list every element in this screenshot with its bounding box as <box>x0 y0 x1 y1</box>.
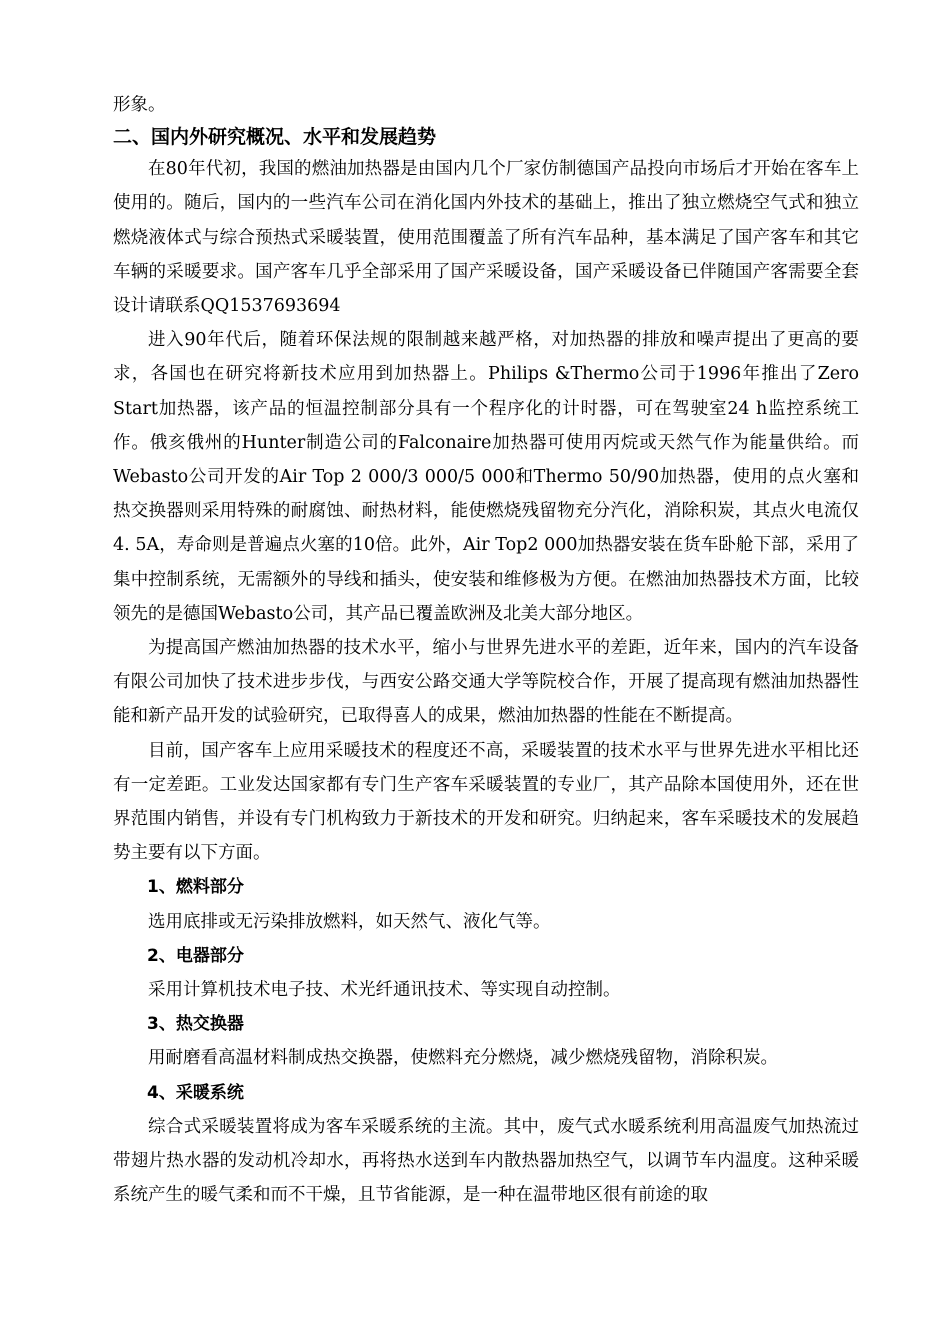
trend-heading-heating-system: 4、采暖系统 <box>147 1082 244 1103</box>
trend-heading-electrical: 2、电器部分 <box>147 945 244 966</box>
section-heading: 二、国内外研究概况、水平和发展趋势 <box>113 126 437 149</box>
document-page <box>113 88 859 1213</box>
trend-text-fuel: 选用底排或无污染排放燃料，如天然气、液化气等。 <box>148 911 551 932</box>
paragraph-domestic-progress: 为提高国产燃油加热器的技术水平，缩小与世界先进水平的差距，近年来，国内的汽车设备有限公司加快了技术进步步伐，与西安公路交通大学等院校合作，开展了提高现有燃油加热器性能和新产品开发的试验研究，已取得喜人的成果，燃油加热器的性能在不断提高。 <box>113 638 859 727</box>
continuation-line: 形象。 <box>113 95 166 115</box>
paragraph-history: 在80年代初，我国的燃油加热器是由国内几个厂家仿制德国产品投向市场后才开始在客车上使用的。随后，国内的一些汽车公司在消化国内外技术的基础上，推出了独立燃烧空气式和独立燃烧液体式与综合预热式采暖装置，使用范围覆盖了所有汽车品种，基本满足了国产客车和其它车辆的采暖要求。国产客车几乎全部采用了国产采暖设备，国产采暖设备已伴随国产客需要全套设计请联系QQ1537693694 <box>113 159 859 317</box>
trend-text-electrical: 采用计算机技术电子技、术光纤通讯技术、等实现自动控制。 <box>148 980 621 1001</box>
trend-text-heating-system: 综合式采暖装置将成为客车采暖系统的主流。其中，废气式水暖系统利用高温废气加热流过带翅片热水器的发动机冷却水，再将热水送到车内散热器加热空气，以调节车内温度。这种采暖系统产生的暖气柔和而不干燥，且节省能源，是一种在温带地区很有前途的取 <box>113 1116 859 1206</box>
paragraph-current-status: 目前，国产客车上应用采暖技术的程度还不高，采暖装置的技术水平与世界先进水平相比还有一定差距。工业发达国家都有专门生产客车采暖装置的专业厂，其产品除本国使用外，还在世界范围内销售，并设有专门机构致力于新技术的开发和研究。归纳起来，客车采暖技术的发展趋势主要有以下方面。 <box>113 740 859 864</box>
trend-heading-heat-exchanger: 3、热交换器 <box>147 1014 244 1035</box>
trend-heading-fuel: 1、燃料部分 <box>147 877 244 898</box>
paragraph-nineties: 进入90年代后，随着环保法规的限制越来越严格，对加热器的排放和噪声提出了更高的要求，各国也在研究将新技术应用到加热器上。Philips &Thermo公司于1996年推出了Zero Start加热器，该产品的恒温控制部分具有一个程序化的计时器，可在驾驶室24 h监控系统工作。俄亥俄州的Hunter制造公司的Falconaire加热器可使用丙烷或天然气作为能量供给。而Webasto公司开发的Air Top 2 000/3 000/5 000和Thermo 50/90加热器，使用的点火塞和热交换器则采用特殊的耐腐蚀、耐热材料，能使燃烧残留物充分汽化，消除积炭，其点火电流仅4. 5A，寿命则是普遍点火塞的10倍。此外，Air Top2 000加热器安装在货车卧舱下部，采用了集中控制系统，无需额外的导线和插头，使安装和维修极为方便。在燃油加热器技术方面，比较领先的是德国Webasto公司，其产品已覆盖欧洲及北美大部分地区。 <box>113 330 859 624</box>
trend-text-heat-exchanger: 用耐磨看高温材料制成热交换器，使燃料充分燃烧，减少燃烧残留物，消除积炭。 <box>148 1048 778 1069</box>
